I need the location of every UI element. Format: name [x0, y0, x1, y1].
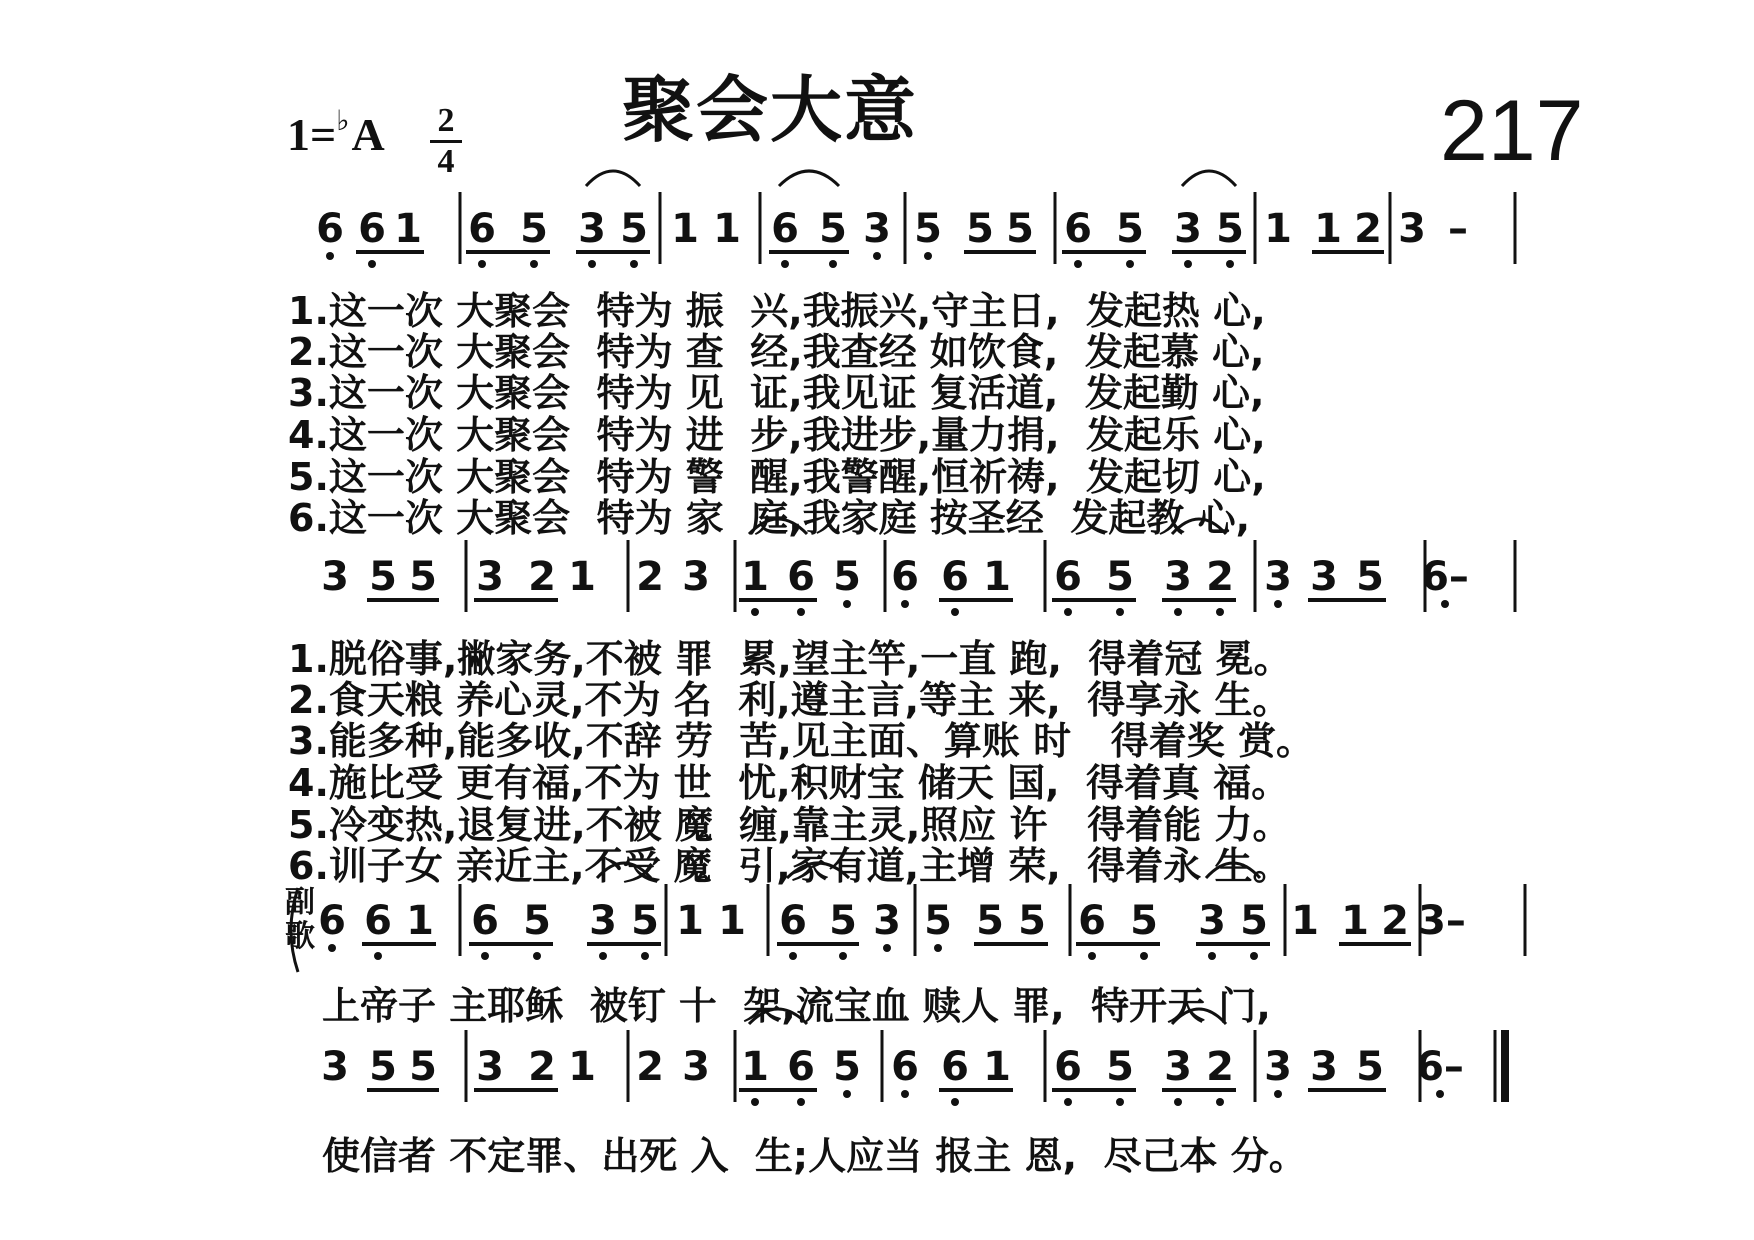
low-octave-dot	[1088, 952, 1096, 960]
low-octave-dot	[1274, 1090, 1282, 1098]
verse-lyric-line: 4.这一次 大聚会 特为 进 步,我进步,量力捐, 发起乐 心,	[288, 413, 1266, 457]
low-octave-dot	[901, 1090, 909, 1098]
verse-lyric-line: 1.脱俗事,撇家务,不被 罪 累,望主竿,一直 跑, 得着冠 冕。	[288, 637, 1292, 681]
jianpu-note: 3	[1174, 206, 1202, 252]
slur	[586, 171, 640, 186]
low-octave-dot	[1184, 260, 1192, 268]
jianpu-note: 2	[528, 1044, 556, 1090]
jianpu-note: 1	[676, 898, 704, 944]
low-octave-dot	[588, 260, 596, 268]
low-octave-dot	[326, 252, 334, 260]
low-octave-dot	[1140, 952, 1148, 960]
time-signature-top: 2	[437, 102, 455, 139]
jianpu-note: 3	[1264, 1044, 1292, 1090]
page-title: 聚会大意	[621, 68, 918, 152]
low-octave-dot	[328, 944, 336, 952]
hymn-number: 217	[1440, 83, 1584, 179]
jianpu-note: 1	[718, 898, 746, 944]
flat-sign: ♭	[336, 105, 350, 137]
jianpu-note: 5	[523, 898, 551, 944]
jianpu-note: 3	[476, 554, 504, 600]
low-octave-dot	[1064, 608, 1072, 616]
jianpu-note: 2	[636, 1044, 664, 1090]
jianpu-note: 3	[863, 206, 891, 252]
low-octave-dot	[1441, 600, 1449, 608]
jianpu-note: 2	[636, 554, 664, 600]
low-octave-dot	[1116, 608, 1124, 616]
low-octave-dot	[751, 1098, 759, 1106]
jianpu-note: 3	[321, 554, 349, 600]
jianpu-note: 2	[1354, 206, 1382, 252]
jianpu-note: 5	[631, 898, 659, 944]
slur	[779, 171, 839, 186]
jianpu-note: 3	[682, 1044, 710, 1090]
jianpu-note: 1	[568, 1044, 596, 1090]
chorus-label	[283, 886, 317, 954]
jianpu-note: 3	[1264, 554, 1292, 600]
jianpu-note: 2	[1381, 898, 1409, 944]
low-octave-dot	[797, 1098, 805, 1106]
jianpu-note: 6	[771, 206, 799, 252]
score-system	[316, 171, 1515, 268]
verse-lyric-line: 3.能多种,能多收,不辞 劳 苦,见主面、算账 时 得着奖 赏。	[288, 719, 1315, 763]
low-octave-dot	[789, 952, 797, 960]
low-octave-dot	[1226, 260, 1234, 268]
chorus-lyric-line: 使信者 不定罪、出死 入 生;人应当 报主 恩, 尽己本 分。	[322, 1134, 1307, 1178]
jianpu-note: 1	[741, 1044, 769, 1090]
jianpu-note: 6	[1054, 1044, 1082, 1090]
jianpu-note: 1	[568, 554, 596, 600]
low-octave-dot	[901, 600, 909, 608]
low-octave-dot	[1174, 1098, 1182, 1106]
jianpu-note: 6	[1078, 898, 1106, 944]
low-octave-dot	[1274, 600, 1282, 608]
low-octave-dot	[951, 1098, 959, 1106]
jianpu-note: 6	[318, 898, 346, 944]
low-octave-dot	[1250, 952, 1258, 960]
low-octave-dot	[1126, 260, 1134, 268]
chorus-label-char: 副	[285, 885, 315, 920]
low-octave-dot	[1074, 260, 1082, 268]
slur	[1182, 171, 1236, 186]
low-octave-dot	[797, 608, 805, 616]
jianpu-note: 3	[1398, 206, 1426, 252]
low-octave-dot	[1436, 1090, 1444, 1098]
low-octave-dot	[751, 608, 759, 616]
jianpu-note: 6	[941, 1044, 969, 1090]
jianpu-note: 5	[1018, 898, 1046, 944]
key-tonic: 1=	[287, 109, 337, 160]
jianpu-note: 6	[358, 206, 386, 252]
jianpu-note: 2	[1206, 554, 1234, 600]
jianpu-note: 5	[966, 206, 994, 252]
low-octave-dot	[873, 252, 881, 260]
jianpu-note: 1	[983, 554, 1011, 600]
jianpu-note: 3–	[1418, 898, 1466, 944]
jianpu-note: 5	[1356, 554, 1384, 600]
low-octave-dot	[533, 952, 541, 960]
jianpu-note: 6–	[1416, 1044, 1464, 1090]
jianpu-note: 5	[833, 554, 861, 600]
jianpu-note: 3	[578, 206, 606, 252]
verse-lyric-line: 5.这一次 大聚会 特为 警 醒,我警醒,恒祈祷, 发起切 心,	[288, 455, 1266, 499]
jianpu-note: 1	[741, 554, 769, 600]
low-octave-dot	[951, 608, 959, 616]
low-octave-dot	[599, 952, 607, 960]
low-octave-dot	[1116, 1098, 1124, 1106]
low-octave-dot	[481, 952, 489, 960]
low-octave-dot	[1064, 1098, 1072, 1106]
jianpu-note: 1	[1314, 206, 1342, 252]
low-octave-dot	[843, 600, 851, 608]
jianpu-note: 6	[364, 898, 392, 944]
low-octave-dot	[374, 952, 382, 960]
low-octave-dot	[1174, 608, 1182, 616]
jianpu-note: 5	[833, 1044, 861, 1090]
jianpu-note: 1	[394, 206, 422, 252]
jianpu-note: 2	[1206, 1044, 1234, 1090]
verse-lyric-line: 6.这一次 大聚会 特为 家 庭,我家庭 按圣经 发起教 心,	[288, 496, 1251, 540]
jianpu-note: 6	[941, 554, 969, 600]
jianpu-note: 5	[1240, 898, 1268, 944]
jianpu-note: 1	[1341, 898, 1369, 944]
verse-lyric-line: 5.冷变热,退复进,不被 魔 缠,靠主灵,照应 许 得着能 力。	[288, 803, 1291, 847]
verse-lyric-line: 4.施比受 更有福,不为 世 忧,积财宝 储天 国, 得着真 福。	[288, 761, 1290, 805]
jianpu-note: 3	[682, 554, 710, 600]
jianpu-note: 6	[891, 1044, 919, 1090]
jianpu-note: 5	[976, 898, 1004, 944]
jianpu-note: 3	[1164, 1044, 1192, 1090]
jianpu-note: 6	[471, 898, 499, 944]
low-octave-dot	[829, 260, 837, 268]
jianpu-note: 5	[369, 554, 397, 600]
jianpu-note: 6	[891, 554, 919, 600]
jianpu-note: 5	[369, 1044, 397, 1090]
low-octave-dot	[641, 952, 649, 960]
low-octave-dot	[883, 944, 891, 952]
jianpu-note: 3	[321, 1044, 349, 1090]
jianpu-note: 6	[316, 206, 344, 252]
chorus-lyric-line: 上帝子 主耶稣 被钉 十 架,流宝血 赎人 罪, 特开天 门,	[322, 984, 1271, 1028]
verse-lyric-line: 3.这一次 大聚会 特为 见 证,我见证 复活道, 发起勤 心,	[288, 371, 1265, 415]
jianpu-note: 5	[1116, 206, 1144, 252]
low-octave-dot	[478, 260, 486, 268]
jianpu-note: 1	[1291, 898, 1319, 944]
key-note: A	[351, 109, 385, 160]
jianpu-note: 3	[589, 898, 617, 944]
low-octave-dot	[934, 944, 942, 952]
jianpu-note: 5	[1106, 554, 1134, 600]
jianpu-note: 5	[620, 206, 648, 252]
jianpu-note: 3	[873, 898, 901, 944]
jianpu-note: 5	[1216, 206, 1244, 252]
jianpu-note: 5	[829, 898, 857, 944]
jianpu-note: 3	[1310, 1044, 1338, 1090]
low-octave-dot	[781, 260, 789, 268]
jianpu-note: 6	[1054, 554, 1082, 600]
jianpu-note: 6	[468, 206, 496, 252]
low-octave-dot	[530, 260, 538, 268]
low-octave-dot	[630, 260, 638, 268]
jianpu-note: 6–	[1421, 554, 1469, 600]
jianpu-note: 5	[924, 898, 952, 944]
jianpu-note: 5	[520, 206, 548, 252]
jianpu-note: 6	[779, 898, 807, 944]
jianpu-note: 5	[819, 206, 847, 252]
jianpu-note: 1	[983, 1044, 1011, 1090]
low-octave-dot	[1208, 952, 1216, 960]
jianpu-note: –	[1448, 206, 1468, 252]
jianpu-note: 1	[406, 898, 434, 944]
jianpu-note: 3	[476, 1044, 504, 1090]
jianpu-note: 1	[713, 206, 741, 252]
jianpu-note: 1	[1264, 206, 1292, 252]
low-octave-dot	[368, 260, 376, 268]
jianpu-note: 5	[1006, 206, 1034, 252]
jianpu-note: 3	[1198, 898, 1226, 944]
low-octave-dot	[924, 252, 932, 260]
jianpu-note: 6	[787, 1044, 815, 1090]
jianpu-note: 5	[1130, 898, 1158, 944]
low-octave-dot	[839, 952, 847, 960]
verse-lyric-line: 2.食天粮 养心灵,不为 名 利,遵主言,等主 来, 得享永 生。	[288, 678, 1291, 722]
jianpu-note: 3	[1310, 554, 1338, 600]
jianpu-note: 1	[671, 206, 699, 252]
chorus-label-char: 歌	[285, 919, 315, 954]
jianpu-note: 2	[528, 554, 556, 600]
jianpu-note: 5	[1356, 1044, 1384, 1090]
jianpu-note: 5	[409, 1044, 437, 1090]
jianpu-note: 5	[409, 554, 437, 600]
low-octave-dot	[843, 1090, 851, 1098]
time-signature-bottom: 4	[437, 143, 455, 180]
jianpu-note: 3	[1164, 554, 1192, 600]
jianpu-note: 5	[914, 206, 942, 252]
verse-lyric-line: 2.这一次 大聚会 特为 查 经,我查经 如饮食, 发起慕 心,	[288, 330, 1265, 374]
low-octave-dot	[1216, 1098, 1224, 1106]
jianpu-note: 6	[1064, 206, 1092, 252]
jianpu-note: 6	[787, 554, 815, 600]
jianpu-note: 5	[1106, 1044, 1134, 1090]
verse-lyric-line: 1.这一次 大聚会 特为 振 兴,我振兴,守主日, 发起热 心,	[288, 289, 1266, 333]
low-octave-dot	[1216, 608, 1224, 616]
verse-lyric-line: 6.训子女 亲近主,不受 魔 引,家有道,主增 荣, 得着永 生。	[288, 844, 1291, 888]
